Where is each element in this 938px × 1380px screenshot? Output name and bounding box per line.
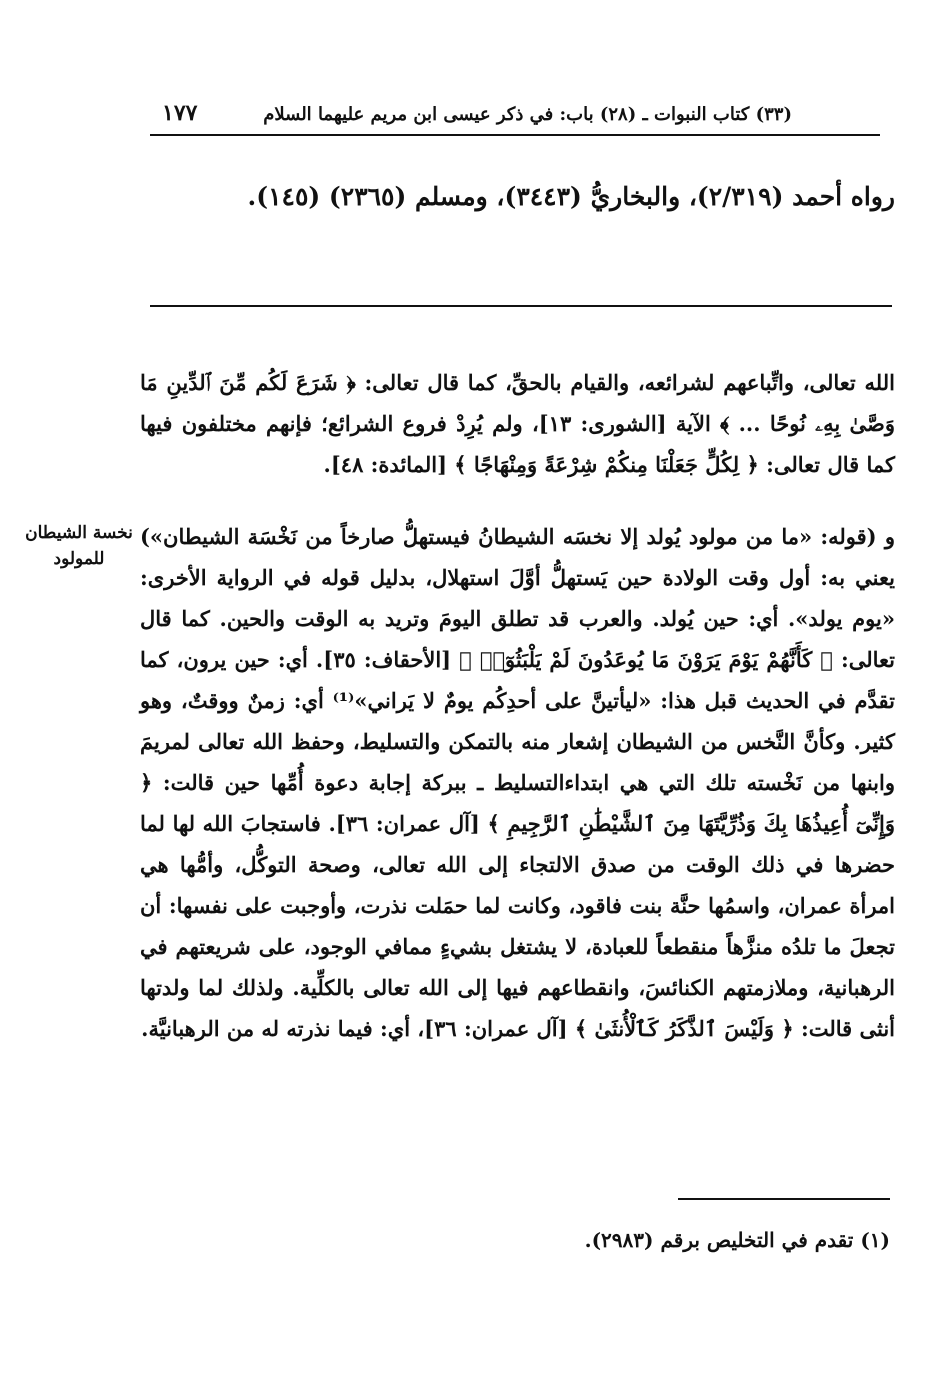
page-header (150, 98, 880, 136)
page-number: ١٧٧ (162, 100, 198, 126)
hadith-reference-note: رواه أحمد (٢/٣١٩)، والبخاريُّ (٣٤٤٣)، ومسلم (٢٣٦٥) (١٤٥). (247, 182, 895, 211)
commentary-paragraph-1: الله تعالى، واتِّباعهم لشرائعه، والقيام بالحقِّ، كما قال تعالى: ﴿ شَرَعَ لَكُم مِّنَ ٱلدِّينِ مَا وَصَّىٰ بِهِۦ نُوحًا ... ﴾ الآية [الشورى: ١٣]، ولم يُرِدْ فروع الشرائع؛ فإنهم مختلفون فيها كما قال تعالى: ﴿ لِكُلٍّ جَعَلْنَا مِنكُمْ شِرْعَةً وَمِنْهَاجًا ﴾ [المائدة: ٤٨]. (140, 370, 895, 477)
commentary-paragraph-2: و (قوله: «ما من مولود يُولد إلا نخسَه الشيطانُ فيستهلُّ صارخاً من نَخْسَة الشيطان») يعني به: أول وقت الولادة حين يَستهلُّ أوَّلَ استهلال، بدليل قوله في الرواية الأخرى: «يوم يولد». أي: حين يُولد. والعرب قد تطلق اليومَ وتريد به الوقت والحين. كما قال تعالى: ﴿ كَأَنَّهُمْ يَوْمَ يَرَوْنَ مَا يُوعَدُونَ لَمْ يَلْبَثُوٓا۟ ﴾ [الأحقاف: ٣٥]. أي: حين يرون، كما تقدَّم في الحديث قبل هذا: «ليأتينَّ على أحدِكُم يومٌ لا يَراني»⁽¹⁾ أي: زمنٌ ووقتٌ، وهو كثير. وكأنَّ النَّخس من الشيطان إشعار منه بالتمكن والتسليط، وحفظ الله تعالى لمريمَ وابنها من نَخْسته تلك التي هي ابتداءالتسليط ـ ببركة إجابة دعوة أُمِّها حين قالت: ﴿ وَإِنِّىٓ أُعِيذُهَا بِكَ وَذُرِّيَّتَهَا مِنَ ٱلشَّيْطَٰنِ ٱلرَّجِيمِ ﴾ [آل عمران: ٣٦]. فاستجابَ الله لها لما حضرها في ذلك الوقت من صدق الالتجاء إلى الله تعالى، وصحة التوكُّل، وأمُّها هي امرأة عمران، واسمُها حنَّة بنت فاقود، وكانت لما حمَلت نذرت، وأوجبت على نفسها: أن تجعلَ ما تلدُه منزَّهاً منقطعاً للعبادة، لا يشتغل بشيءٍ ممافي الوجود، على شريعتهم في الرهبانية، وملازمتهم الكنائسَ، وانقطاعهم فيها إلى الله تعالى بالكلِّية. ولذلك لما ولدتها أنثى قالت: ﴿ وَلَيْسَ ٱلذَّكَرُ كَٱلْأُنثَىٰ ﴾ [آل عمران: ٣٦]، أي: فيما نذرته له من الرهبانيَّة. (140, 524, 895, 1041)
margin-heading: نخسة الشيطان للمولود (25, 523, 133, 569)
footnote-divider (678, 1198, 890, 1200)
footnote: (١) تقدم في التخليص برقم (٢٩٨٣). (584, 1228, 890, 1252)
section-divider (150, 305, 892, 307)
running-title: (٣٣) كتاب النبوات ـ (٢٨) باب: في ذكر عيسى ابن مريم عليهما السلام (263, 104, 792, 125)
